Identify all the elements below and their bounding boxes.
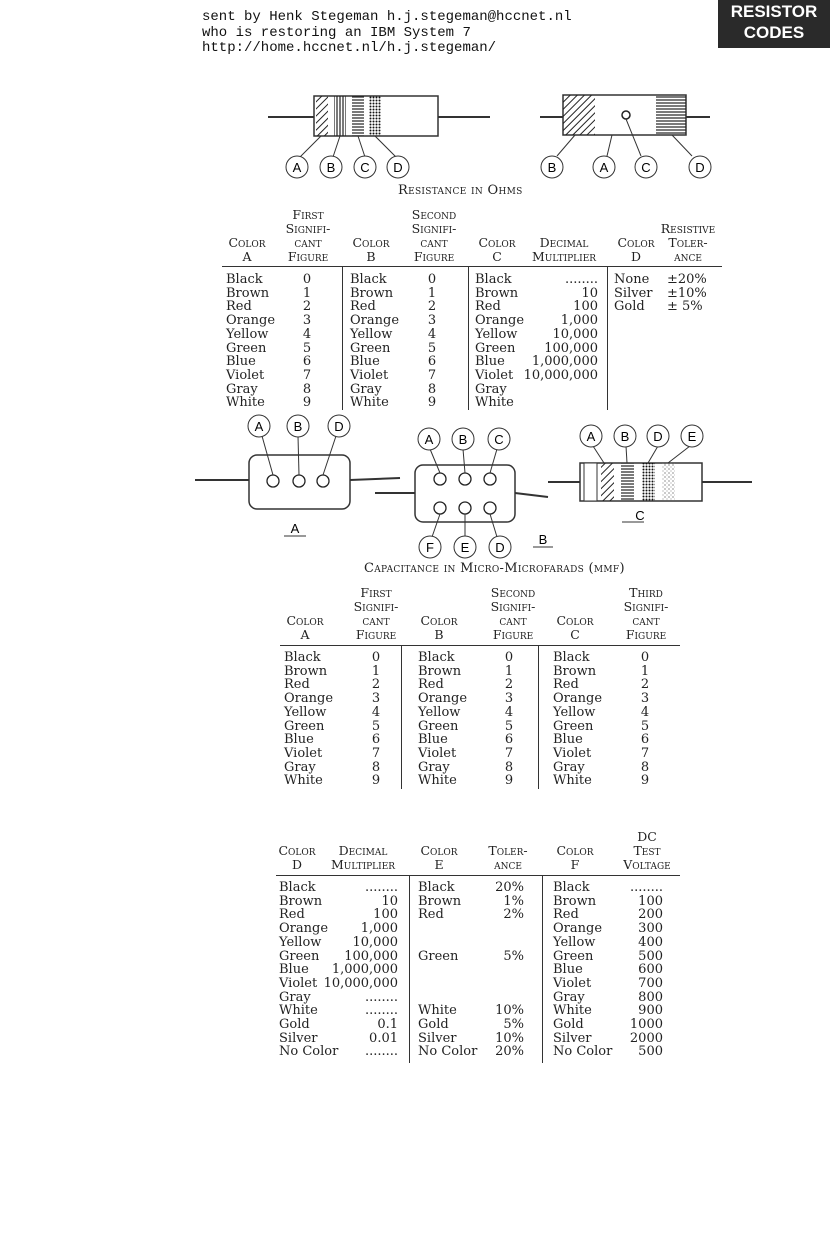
restoring-line: who is restoring an IBM System 7 <box>202 24 471 41</box>
capacitor-c <box>548 446 752 522</box>
cap-a-caption: A <box>290 521 300 536</box>
cap-color-e-list: Black Brown Red Green White Gold Silver No Color <box>418 880 478 1060</box>
cap-color-f-list: Black Brown Red Orange Yellow Green Blue Violet Gray White Gold Silver No Color <box>553 880 613 1060</box>
res-header-first: First Signifi- cant Figure <box>285 207 331 264</box>
axial-label-d: D <box>393 160 403 175</box>
cap-c-caption: C <box>635 508 645 523</box>
cap-header-rule-2 <box>276 875 680 876</box>
cap-b-label-e: E <box>460 540 470 555</box>
res-tolerance-list: ±20% ±10% ± 5% <box>667 272 707 315</box>
cap-color-d-list: Black Brown Red Orange Yellow Green Blue Violet Gray White Gold Silver No Color <box>279 880 339 1060</box>
res-divider-1 <box>342 266 343 410</box>
cap-header-multiplier: Decimal Multiplier <box>330 843 396 872</box>
capacitance-title: Capacitance in Micro-Microfarads (mmf) <box>364 561 625 576</box>
res-header-color-c: Color C <box>478 235 516 264</box>
res-color-a-list: Black Brown Red Orange Yellow Green Blue Violet Gray White <box>226 272 276 411</box>
res-color-b-list: Black Brown Red Orange Yellow Green Blue Violet Gray White <box>350 272 400 411</box>
cap-a-label-a: A <box>254 419 264 434</box>
cap-second-figure-list: 0 1 2 3 4 5 6 7 8 9 <box>504 650 514 789</box>
cap-third-figure-list: 0 1 2 3 4 5 6 7 8 9 <box>640 650 650 789</box>
block-resistor-labels <box>541 156 711 178</box>
cap-b-label-b: B <box>458 432 468 447</box>
block-resistor <box>540 95 710 156</box>
cap-b-caption: B <box>538 532 548 547</box>
cap-c-label-b: B <box>620 429 630 444</box>
capacitor-b <box>375 449 548 537</box>
url-line: http://home.hccnet.nl/h.j.stegeman/ <box>202 40 497 56</box>
axial-label-a: A <box>292 160 302 175</box>
tab-line-2: CODES <box>743 23 805 42</box>
cap-first-figure-list: 0 1 2 3 4 5 6 7 8 9 <box>371 650 381 789</box>
res-header-rule <box>222 266 722 267</box>
block-label-b: B <box>547 160 557 175</box>
block-label-d: D <box>695 160 705 175</box>
cap-c-label-d: D <box>653 429 663 444</box>
res-first-figure-list: 0 1 2 3 4 5 6 7 8 9 <box>302 272 312 411</box>
cap-a-label-d: D <box>334 419 344 434</box>
res-divider-2 <box>468 266 469 410</box>
cap-color-a-list: Black Brown Red Orange Yellow Green Blue Violet Gray White <box>284 650 334 789</box>
cap-divider-2 <box>538 645 539 789</box>
res-header-multiplier: Decimal Multiplier <box>531 235 597 264</box>
cap-b-label-c: C <box>494 432 504 447</box>
sender-line: sent by Henk Stegeman h.j.stegeman@hccnet.nl <box>202 9 572 25</box>
cap-voltage-list: ........ 100 200 300 400 500 600 700 800 900 1000 2000 500 <box>629 880 663 1060</box>
axial-label-c: C <box>360 160 370 175</box>
axial-label-b: B <box>326 160 336 175</box>
axial-resistor <box>268 96 490 157</box>
cap-b-label-d: D <box>495 540 505 555</box>
cap-header-color-c: Color C <box>556 613 594 642</box>
cap-b-label-a: A <box>424 432 434 447</box>
cap-header-color-e: Color E <box>420 843 458 872</box>
cap-tolerance-list: 20% 1% 2% 5% 10% 5% 10% 20% <box>495 880 524 1060</box>
res-header-color-b: Color B <box>352 235 390 264</box>
resistance-title: Resistance in Ohms <box>398 183 523 198</box>
cap-divider-3 <box>409 875 410 1063</box>
block-label-c: C <box>641 160 651 175</box>
cap-header-color-b: Color B <box>420 613 458 642</box>
res-header-tolerance: Resistive Toler- ance <box>660 221 716 264</box>
cap-header-third: Third Signifi- cant Figure <box>623 585 669 642</box>
cap-color-c-list: Black Brown Red Orange Yellow Green Blue Violet Gray White <box>553 650 603 789</box>
cap-multiplier-list: ........ 10 100 1,000 10,000 100,000 1,000,000 10,000,000 ........ ........ 0.1 0.01 ........ <box>323 880 398 1060</box>
cap-header-tolerance: Toler- ance <box>488 843 528 872</box>
res-header-second: Second Signifi- cant Figure <box>411 207 457 264</box>
res-color-c-list: Black Brown Red Orange Yellow Green Blue Violet Gray White <box>475 272 525 411</box>
cap-header-rule-1 <box>280 645 680 646</box>
cap-a-label-b: B <box>293 419 303 434</box>
cap-header-second: Second Signifi- cant Figure <box>490 585 536 642</box>
tab-line-1: RESISTOR <box>730 2 818 21</box>
res-header-color-d: Color D <box>617 235 655 264</box>
res-color-d-list: None Silver Gold <box>614 272 653 315</box>
cap-color-b-list: Black Brown Red Orange Yellow Green Blue Violet Gray White <box>418 650 468 789</box>
cap-header-color-d: Color D <box>278 843 316 872</box>
cap-divider-4 <box>542 875 543 1063</box>
cap-header-color-a: Color A <box>286 613 324 642</box>
axial-resistor-labels <box>286 156 409 178</box>
cap-c-label-e: E <box>687 429 697 444</box>
cap-divider-1 <box>401 645 402 789</box>
block-label-a: A <box>599 160 609 175</box>
cap-header-voltage: DC Test Voltage <box>623 829 671 872</box>
cap-header-first: First Signifi- cant Figure <box>353 585 399 642</box>
cap-c-label-a: A <box>586 429 596 444</box>
res-multiplier-list: ........ 10 100 1,000 10,000 100,000 1,000,000 10,000,000 <box>523 272 598 383</box>
res-divider-3 <box>607 266 608 410</box>
res-header-color-a: Color A <box>228 235 266 264</box>
res-second-figure-list: 0 1 2 3 4 5 6 7 8 9 <box>427 272 437 411</box>
cap-header-color-f: Color F <box>556 843 594 872</box>
cap-b-label-f: F <box>426 540 434 555</box>
